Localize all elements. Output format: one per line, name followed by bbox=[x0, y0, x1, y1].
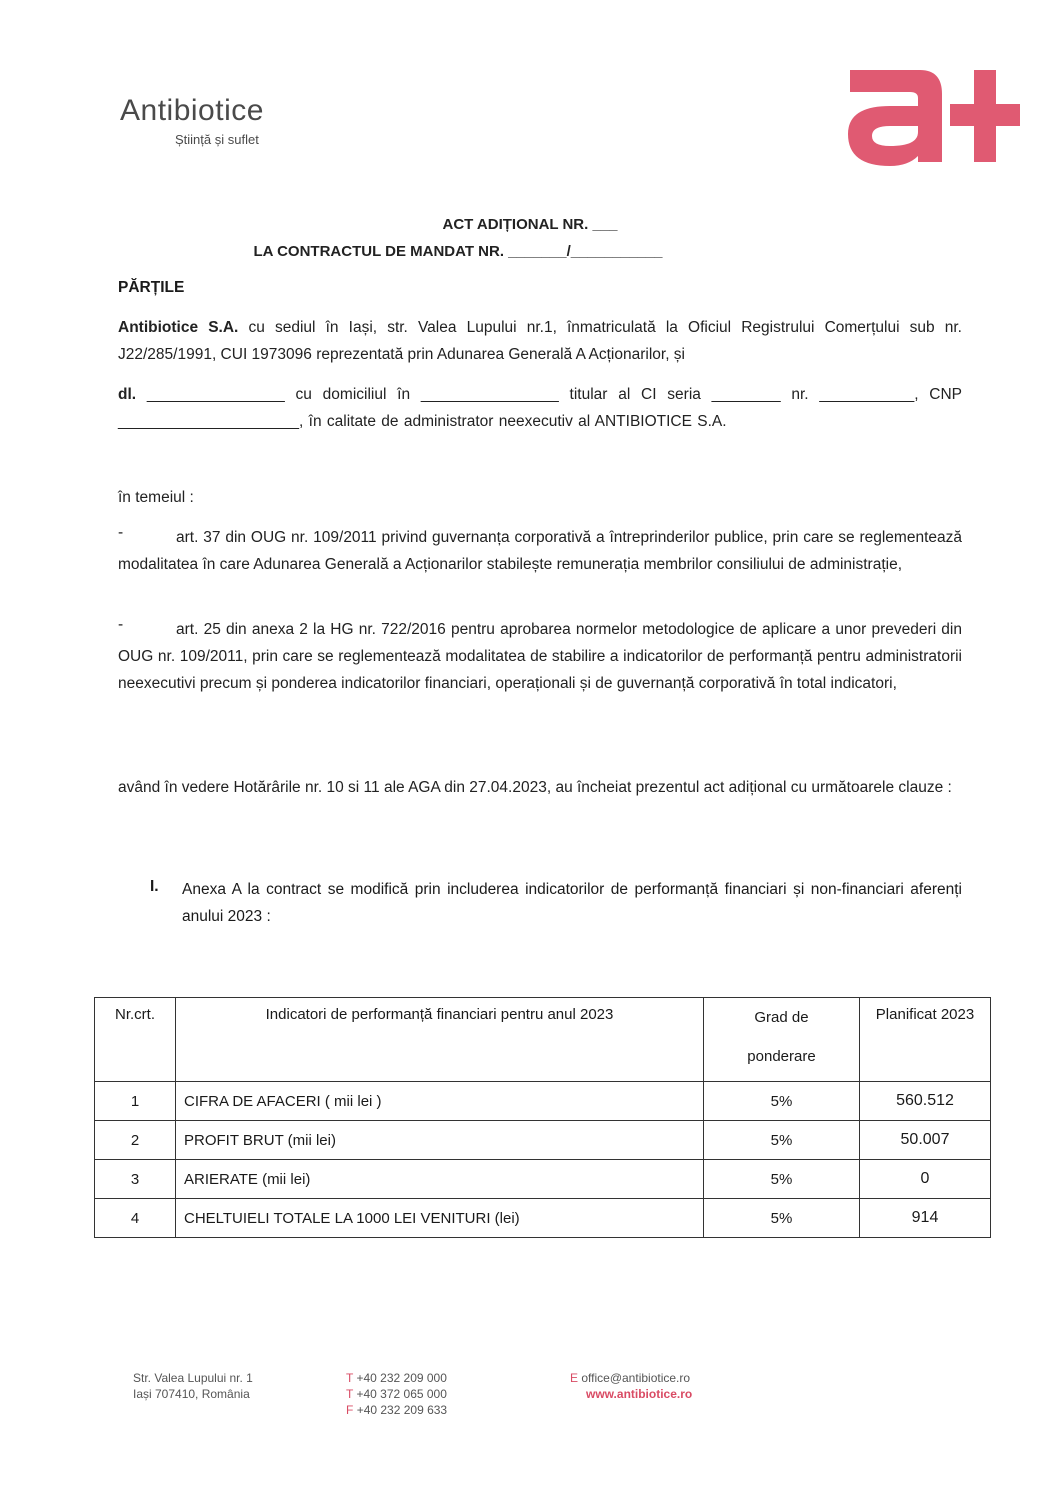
phone1-label: T bbox=[346, 1371, 354, 1385]
website-link[interactable]: www.antibiotice.ro bbox=[586, 1387, 693, 1401]
person-prefix: dl. bbox=[118, 386, 137, 403]
email-link[interactable]: office@antibiotice.ro bbox=[581, 1371, 691, 1385]
fax-label: F bbox=[346, 1403, 354, 1417]
header-nr: Nr.crt. bbox=[95, 998, 176, 1082]
table-row bbox=[95, 1160, 991, 1199]
footer-address-line2: Iași 707410, România bbox=[133, 1387, 250, 1401]
row-nr: 4 bbox=[95, 1199, 176, 1238]
row-planned: 914 bbox=[860, 1199, 991, 1238]
row-indicator: CHELTUIELI TOTALE LA 1000 LEI VENITURI (lei) bbox=[176, 1199, 704, 1238]
row-indicator: PROFIT BRUT (mii lei) bbox=[176, 1121, 704, 1160]
clause-number: I. bbox=[150, 878, 159, 895]
row-indicator: ARIERATE (mii lei) bbox=[176, 1160, 704, 1199]
row-weight: 5% bbox=[704, 1199, 860, 1238]
considering-paragraph: având în vedere Hotărârile nr. 10 si 11 ale AGA din 27.04.2023, au încheiat prezentul act adițional cu următoarele clauze : bbox=[118, 779, 952, 796]
row-weight: 5% bbox=[704, 1121, 860, 1160]
basis-intro: în temeiul : bbox=[118, 489, 194, 506]
table-row bbox=[95, 1121, 991, 1160]
performance-indicators-table bbox=[94, 997, 991, 1238]
row-planned: 560.512 bbox=[860, 1082, 991, 1121]
phone2-label: T bbox=[346, 1387, 354, 1401]
row-weight: 5% bbox=[704, 1082, 860, 1121]
table-header-row bbox=[95, 998, 991, 1082]
clause-text: Anexa A la contract se modifică prin includerea indicatorilor de performanță financiari și non-financiari aferenți anului 2023 : bbox=[182, 881, 962, 925]
row-weight: 5% bbox=[704, 1160, 860, 1199]
header-planned: Planificat 2023 bbox=[860, 998, 991, 1082]
document-subtitle: LA CONTRACTUL DE MANDAT NR. _______/___________ bbox=[253, 243, 663, 260]
header-weight bbox=[704, 998, 860, 1082]
row-nr: 2 bbox=[95, 1121, 176, 1160]
row-nr: 3 bbox=[95, 1160, 176, 1199]
antibiotice-logo-icon bbox=[838, 62, 1028, 172]
document-title: ACT ADIȚIONAL NR. ___ bbox=[442, 216, 618, 233]
header-weight-line1: Grad de bbox=[754, 1009, 809, 1026]
row-nr: 1 bbox=[95, 1082, 176, 1121]
row-planned: 0 bbox=[860, 1160, 991, 1199]
basis-dash-2: - bbox=[118, 616, 124, 633]
header-indicator: Indicatori de performanță financiari pentru anul 2023 bbox=[176, 998, 704, 1082]
header-weight-line2: ponderare bbox=[747, 1048, 816, 1065]
basis-item-1: art. 37 din OUG nr. 109/2011 privind guvernanța corporativă a întreprinderilor publice, prin care se reglementează modalitatea în care Adunarea Generală a Acționarilor stabilește remunerația membrilor consiliului de administrație, bbox=[118, 529, 962, 573]
company-paragraph bbox=[118, 314, 962, 368]
footer-phones bbox=[346, 1370, 447, 1418]
basis-dash-1: - bbox=[118, 524, 124, 541]
brand-name: Antibiotice bbox=[120, 94, 264, 127]
brand-tagline: Știință și suflet bbox=[175, 132, 259, 147]
company-details: cu sediul în Iași, str. Valea Lupului nr.1, înmatriculată la Oficiul Registrului Comerțului sub nr. J22/285/1991, CUI 1973096 reprezentată prin Adunarea Generală A Acționarilor, și bbox=[118, 319, 962, 363]
parties-heading: PĂRȚILE bbox=[118, 279, 185, 296]
footer-address bbox=[133, 1370, 253, 1402]
table-row bbox=[95, 1199, 991, 1238]
email-label: E bbox=[570, 1371, 579, 1385]
fax: +40 232 209 633 bbox=[356, 1403, 448, 1417]
table-row bbox=[95, 1082, 991, 1121]
basis-item-2: art. 25 din anexa 2 la HG nr. 722/2016 pentru aprobarea normelor metodologice de aplicare a unor prevederi din OUG nr. 109/2011, prin care se reglementează modalitatea de stabilire a indicatorilor de performanță pentru administratorii neexecutivi precum și ponderea indicatorilor financiari, operaționali și de guvernanță corporativă în total indicatori, bbox=[118, 621, 962, 692]
footer-address-line1: Str. Valea Lupului nr. 1 bbox=[133, 1371, 253, 1385]
row-planned: 50.007 bbox=[860, 1121, 991, 1160]
phone1: +40 232 209 000 bbox=[356, 1371, 447, 1385]
person-paragraph bbox=[118, 381, 962, 435]
row-indicator: CIFRA DE AFACERI ( mii lei ) bbox=[176, 1082, 704, 1121]
person-details: ________________ cu domiciliul în ________________ titular al CI seria ________ nr. ___________, CNP _____________________, în calitate de administrator neexecutiv al ANTIBIOTICE S.A. bbox=[118, 386, 962, 430]
footer-contact bbox=[570, 1370, 692, 1402]
company-name: Antibiotice S.A. bbox=[118, 319, 239, 336]
phone2: +40 372 065 000 bbox=[356, 1387, 447, 1401]
